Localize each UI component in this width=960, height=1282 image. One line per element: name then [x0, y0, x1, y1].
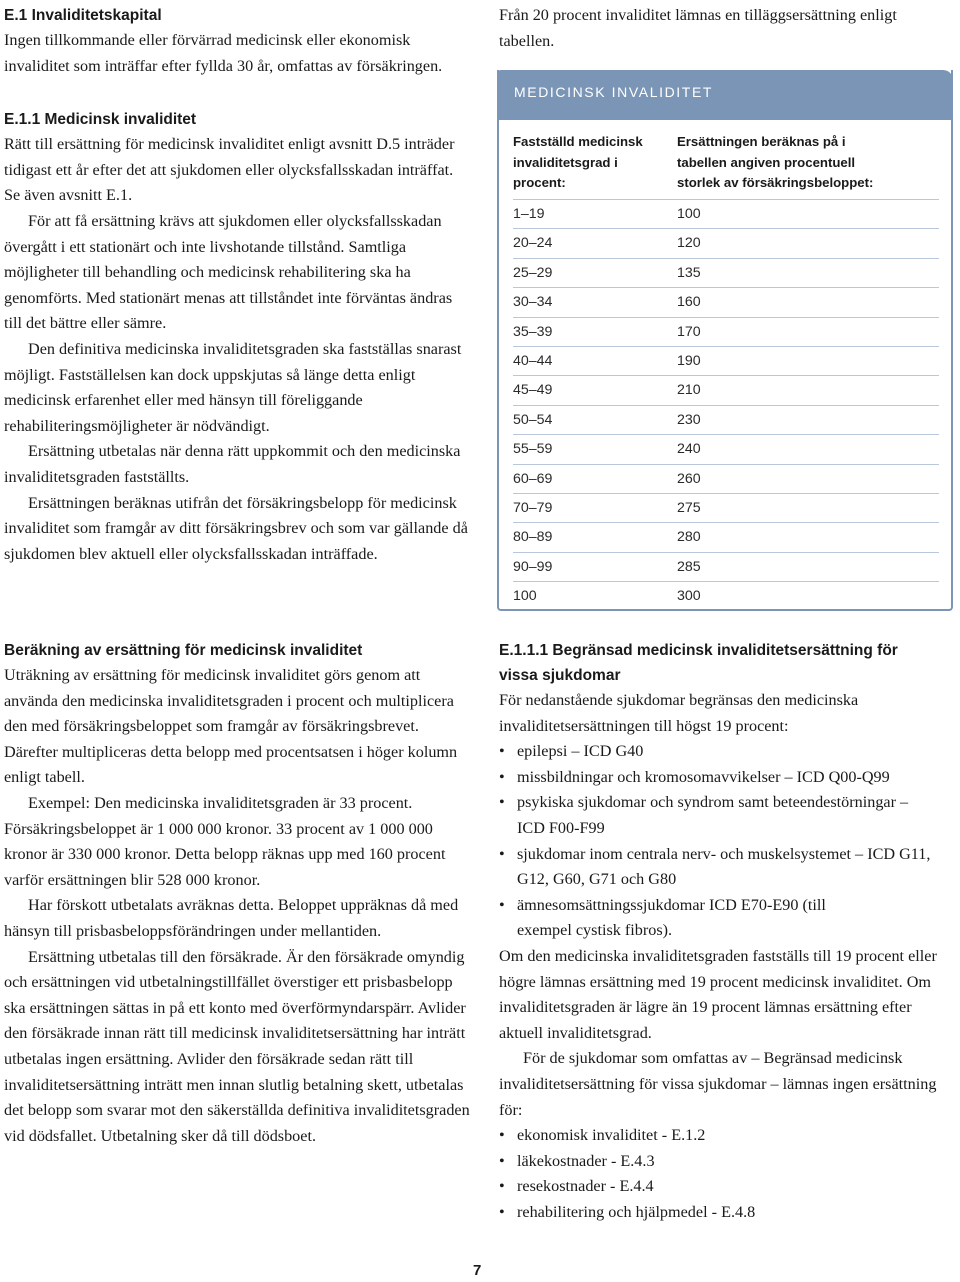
page-number: 7: [473, 1262, 482, 1279]
e11-para-5: Ersättningen beräknas utifrån det försäkringsbelopp för medicinsk invaliditet som framgår av ditt försäkringsbrev och som var gällande då sjukdomen blev aktuell eller olycksfallsskadan inträffade.: [4, 493, 468, 563]
table-cell-grade: 35–39: [513, 323, 553, 340]
table-cell-percent: 260: [677, 470, 701, 487]
table-cell-grade: 55–59: [513, 441, 553, 458]
table-row: [499, 406, 939, 435]
table-cell-percent: 300: [677, 588, 701, 605]
list-item: • missbildningar och kromosomavvikelser – ICD Q00-Q99: [499, 765, 955, 791]
heading-e11: E.1.1 Medicinsk invaliditet: [4, 111, 197, 129]
list-item: • epilepsi – ICD G40: [499, 739, 955, 765]
table-row: [499, 582, 939, 611]
table-row: [499, 229, 939, 258]
excluded-compensation-list: [499, 1123, 955, 1225]
table-cell-percent: 190: [677, 353, 701, 369]
table-title: MEDICINSK INVALIDITET: [514, 84, 714, 100]
e111-intro: För nedanstående sjukdomar begränsas den medicinska invaliditetsersättningen till högst 19 procent:: [499, 691, 859, 735]
e11-para-2: För att få ersättning krävs att sjukdomen eller olycksfallsskadan övergått i ett stationärt och inte livshotande tillstånd. Samtliga möjligheter till behandling och medicinsk rehabilitering ska ha genomförts. Med stationärt menas att tillståndet inte förväntas ändras till det bättre eller sämre.: [4, 211, 453, 333]
e11-para-1: Rätt till ersättning för medicinsk invaliditet enligt avsnitt D.5 inträder tidigast ett år efter det att sjukdomen eller olycksfallsskadan inträffat. Se även avsnitt E.1.: [4, 135, 455, 205]
right-intro-text: Från 20 procent invaliditet lämnas en tilläggsersättning enligt tabellen.: [499, 6, 897, 50]
left-column-bottom: [4, 638, 470, 1149]
table-cell-percent: 210: [677, 382, 701, 399]
table-row: [499, 318, 939, 347]
table-row: [499, 259, 939, 288]
table-cell-grade: 25–29: [513, 264, 553, 281]
table-cell-grade: 70–79: [513, 500, 553, 516]
table-row: [499, 465, 939, 494]
table-row: [499, 523, 939, 552]
list-item: • sjukdomar inom centrala nerv- och muskelsystemet – ICD G11, G12, G60, G71 och G80: [499, 842, 955, 893]
table-cell-grade: 45–49: [513, 382, 553, 399]
heading-e111: E.1.1.1 Begränsad medicinsk invaliditetsersättning för vissa sjukdomar: [499, 642, 898, 684]
table-row: [499, 347, 939, 376]
table-row: [499, 288, 939, 317]
table-cell-grade: 1–19: [513, 206, 545, 222]
e111-para-2: För de sjukdomar som omfattas av – Begränsad medicinsk invaliditetsersättning för vissa sjukdomar – lämnas ingen ersättning för:: [499, 1049, 937, 1119]
heading-e1: E.1 Invaliditetskapital: [4, 7, 162, 24]
e111-para-1: Om den medicinska invaliditetsgraden fastställs till 19 procent eller högre lämnas ersättning med 19 procent medicinsk invaliditet. Om invaliditetsgraden är lägre än 19 procent lämnas ersättning efter aktuell invaliditetsgrad.: [499, 946, 937, 1042]
table-row: [499, 553, 939, 582]
table-cell-grade: 30–34: [513, 294, 553, 311]
table-col1-header: Fastställd medicinsk invaliditetsgrad i procent:: [513, 134, 643, 190]
table-cell-grade: 100: [513, 588, 537, 605]
table-cell-percent: 170: [677, 323, 701, 340]
e11-para-4: Ersättning utbetalas när denna rätt uppkommit och den medicinska invaliditetsgraden fastställts.: [4, 442, 461, 486]
table-row: [499, 376, 939, 405]
heading-calc: Beräkning av ersättning för medicinsk invaliditet: [4, 642, 363, 659]
calc-para-4: Ersättning utbetalas till den försäkrade. Är den försäkrade omyndig och ersättningen vid utbetalningstillfället överstiger ett prisbasbelopp ska ersättningen sättas in på ett konto med överförmyndarspärr. Avlider den försäkrade innan rätt till medicinsk invaliditetsersättning har inträtt utbetalas ingen ersättning. Avlider den försäkrade sedan rätt till invaliditetsersättning inträtt men innan slutlig betalning skett, utbetalas det belopp som svarar mot den säkerställda definitiva invaliditetsgraden vid dödsfallet. Utbetalning sker då till dödsboet.: [4, 947, 470, 1145]
left-column-top: [4, 3, 470, 567]
table-cell-percent: 275: [677, 500, 701, 516]
table-row: [499, 494, 939, 523]
calc-para-2: Exempel: Den medicinska invaliditetsgraden är 33 procent. Försäkringsbeloppet är 1 000 000 kronor. 33 procent av 1 000 000 kronor är 330 000 kronor. Detta belopp räknas upp med 160 procent varför ersättningen blir 528 000 kronor.: [4, 793, 446, 889]
calc-para-1: Uträkning av ersättning för medicinsk invaliditet görs genom att använda den medicinska invaliditetsgraden i procent och multiplicera den med försäkringsbeloppet som framgår av försäkringsbrevet. Därefter multipliceras detta belopp med procentsatsen i höger kolumn enligt tabell.: [4, 666, 458, 787]
header-divider: [513, 199, 939, 200]
restricted-diseases-list: [499, 739, 955, 944]
table-cell-grade: 90–99: [513, 558, 553, 575]
table-row: [499, 200, 939, 229]
table-cell-percent: 135: [677, 264, 701, 281]
table-cell-percent: 240: [677, 441, 701, 458]
list-item: • ekonomisk invaliditet - E.1.2: [499, 1123, 955, 1149]
list-item: • läkekostnader - E.4.3: [499, 1149, 955, 1175]
list-item: • ämnesomsättningssjukdomar ICD E70-E90 (till exempel cystisk fibros).: [499, 893, 955, 944]
e11-para-3: Den definitiva medicinska invaliditetsgraden ska fastställas snarast möjligt. Fastställelsen kan dock uppskjutas så länge detta enligt medicinsk erfarenhet eller med hänsyn till föreliggande rehabiliteringsmöjligheter är nödvändigt.: [4, 339, 462, 435]
table-cell-percent: 160: [677, 294, 701, 311]
right-column-bottom: [499, 638, 955, 1225]
table-cell-percent: 285: [677, 558, 701, 575]
table-cell-percent: 230: [677, 411, 701, 428]
table-col2-header: Ersättningen beräknas på i tabellen angiven procentuell storlek av försäkringsbeloppet:: [677, 134, 874, 190]
right-intro: [499, 3, 949, 54]
table-cell-grade: 60–69: [513, 470, 553, 487]
table-cell-percent: 120: [677, 235, 701, 252]
list-item: • psykiska sjukdomar och syndrom samt beteendestörningar – ICD F00-F99: [499, 790, 955, 841]
table-cell-grade: 50–54: [513, 411, 553, 428]
table-cell-grade: 40–44: [513, 353, 553, 369]
table-row: [499, 435, 939, 464]
table-cell-grade: 80–89: [513, 529, 553, 546]
list-item: • rehabilitering och hjälpmedel - E.4.8: [499, 1200, 955, 1226]
table-cell-percent: 100: [677, 206, 701, 222]
table-cell-percent: 280: [677, 529, 701, 546]
e1-text: Ingen tillkommande eller förvärrad medicinsk eller ekonomisk invaliditet som inträffar efter fyllda 30 år, omfattas av försäkringen.: [4, 31, 443, 75]
table-cell-grade: 20–24: [513, 235, 553, 252]
calc-para-3: Har förskott utbetalats avräknas detta. Beloppet uppräknas då med hänsyn till prisbasbeloppsförändringen under mellantiden.: [4, 896, 459, 940]
list-item: • resekostnader - E.4.4: [499, 1174, 955, 1200]
